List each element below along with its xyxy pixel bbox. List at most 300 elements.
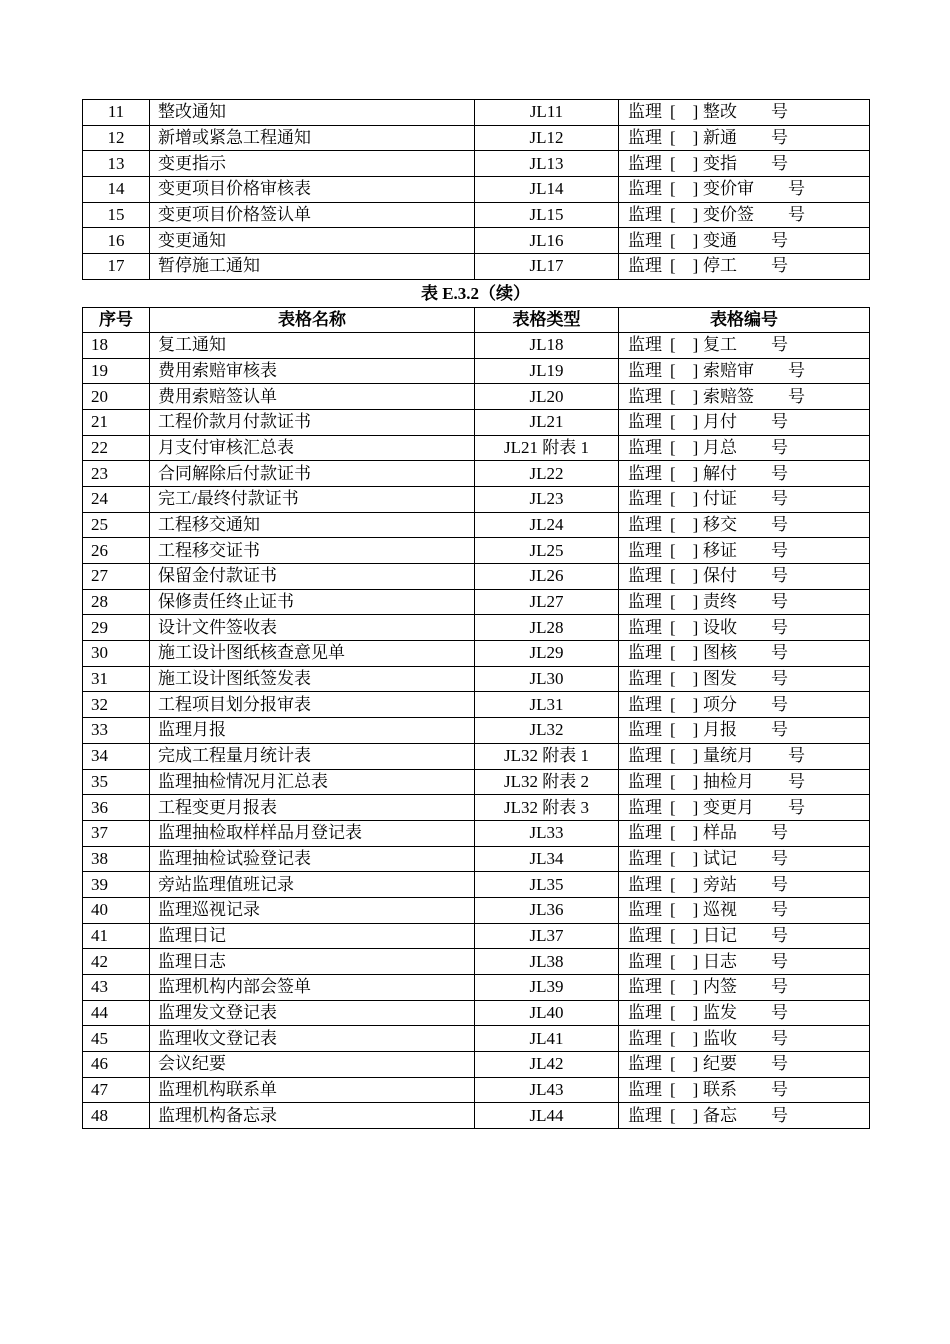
cell-form-type: JL24	[475, 512, 619, 538]
code-abbr: 移证	[703, 540, 737, 560]
code-abbr: 日志	[703, 951, 737, 971]
table-row	[83, 409, 870, 435]
code-abbr: 变价签	[703, 205, 754, 225]
cell-form-type: JL26	[475, 564, 619, 590]
code-abbr: 付证	[703, 489, 737, 509]
table-row	[83, 666, 870, 692]
cell-form-type: JL11	[475, 100, 619, 126]
code-prefix: 监理	[628, 386, 662, 406]
table-row	[83, 202, 870, 228]
code-suffix: 号	[771, 643, 788, 663]
cell-form-name: 费用索赔签认单	[150, 384, 475, 410]
code-prefix: 监理	[628, 412, 662, 432]
header-form-name: 表格名称	[150, 307, 475, 332]
cell-form-code	[619, 461, 870, 487]
table-row	[83, 564, 870, 590]
cell-form-code	[619, 512, 870, 538]
cell-serial-no: 17	[83, 254, 150, 280]
form-list-table-continued	[82, 99, 870, 280]
code-suffix: 号	[771, 230, 788, 250]
code-bracket: [ ]	[670, 977, 699, 997]
cell-serial-no: 38	[83, 846, 150, 872]
code-prefix: 监理	[628, 230, 662, 250]
table-row	[83, 795, 870, 821]
code-prefix: 监理	[628, 797, 662, 817]
code-abbr: 变价审	[703, 179, 754, 199]
cell-form-name: 监理日志	[150, 949, 475, 975]
cell-form-name: 完成工程量月统计表	[150, 743, 475, 769]
table-row	[83, 641, 870, 667]
code-abbr: 内签	[703, 977, 737, 997]
cell-form-type: JL42	[475, 1052, 619, 1078]
code-bracket: [ ]	[670, 230, 699, 250]
cell-form-name: 设计文件签收表	[150, 615, 475, 641]
cell-serial-no: 26	[83, 538, 150, 564]
cell-serial-no: 35	[83, 769, 150, 795]
cell-form-type: JL18	[475, 332, 619, 358]
code-suffix: 号	[771, 489, 788, 509]
code-suffix: 号	[771, 1080, 788, 1100]
code-bracket: [ ]	[670, 256, 699, 276]
code-bracket: [ ]	[670, 1028, 699, 1048]
cell-form-code	[619, 1077, 870, 1103]
cell-form-code	[619, 151, 870, 177]
table-row	[83, 1052, 870, 1078]
code-suffix: 号	[771, 1054, 788, 1074]
code-suffix: 号	[788, 771, 805, 791]
cell-form-type: JL22	[475, 461, 619, 487]
code-abbr: 责终	[703, 592, 737, 612]
cell-serial-no: 32	[83, 692, 150, 718]
cell-form-name: 监理日记	[150, 923, 475, 949]
table-row	[83, 538, 870, 564]
code-prefix: 监理	[628, 669, 662, 689]
table-row	[83, 228, 870, 254]
cell-form-name: 暂停施工通知	[150, 254, 475, 280]
cell-serial-no: 47	[83, 1077, 150, 1103]
code-suffix: 号	[771, 412, 788, 432]
table-row	[83, 461, 870, 487]
code-bracket: [ ]	[670, 514, 699, 534]
cell-serial-no: 20	[83, 384, 150, 410]
code-bracket: [ ]	[670, 437, 699, 457]
code-suffix: 号	[788, 205, 805, 225]
cell-form-code	[619, 332, 870, 358]
code-bracket: [ ]	[670, 617, 699, 637]
cell-serial-no: 15	[83, 202, 150, 228]
cell-form-type: JL40	[475, 1000, 619, 1026]
cell-form-type: JL15	[475, 202, 619, 228]
code-suffix: 号	[788, 386, 805, 406]
code-prefix: 监理	[628, 360, 662, 380]
code-abbr: 项分	[703, 694, 737, 714]
table-row	[83, 975, 870, 1001]
cell-form-type: JL19	[475, 358, 619, 384]
code-abbr: 复工	[703, 335, 737, 355]
cell-serial-no: 37	[83, 820, 150, 846]
cell-form-name: 工程移交通知	[150, 512, 475, 538]
code-abbr: 解付	[703, 463, 737, 483]
table-row	[83, 486, 870, 512]
code-abbr: 停工	[703, 256, 737, 276]
cell-serial-no: 31	[83, 666, 150, 692]
cell-form-type: JL16	[475, 228, 619, 254]
table-row	[83, 384, 870, 410]
cell-serial-no: 33	[83, 718, 150, 744]
cell-form-code	[619, 718, 870, 744]
cell-form-code	[619, 435, 870, 461]
cell-serial-no: 24	[83, 486, 150, 512]
code-abbr: 变更月	[703, 797, 754, 817]
code-prefix: 监理	[628, 566, 662, 586]
code-bracket: [ ]	[670, 153, 699, 173]
code-abbr: 设收	[703, 617, 737, 637]
cell-form-code	[619, 486, 870, 512]
cell-form-name: 月支付审核汇总表	[150, 435, 475, 461]
cell-serial-no: 30	[83, 641, 150, 667]
cell-form-code	[619, 820, 870, 846]
header-form-type: 表格类型	[475, 307, 619, 332]
cell-form-code	[619, 666, 870, 692]
cell-form-code	[619, 769, 870, 795]
code-prefix: 监理	[628, 463, 662, 483]
code-suffix: 号	[771, 514, 788, 534]
code-bracket: [ ]	[670, 925, 699, 945]
code-bracket: [ ]	[670, 848, 699, 868]
code-bracket: [ ]	[670, 128, 699, 148]
code-abbr: 整改	[703, 102, 737, 122]
code-prefix: 监理	[628, 951, 662, 971]
table-row	[83, 615, 870, 641]
table-body-main	[83, 332, 870, 1128]
cell-form-code	[619, 358, 870, 384]
code-suffix: 号	[771, 437, 788, 457]
cell-form-name: 施工设计图纸核查意见单	[150, 641, 475, 667]
code-prefix: 监理	[628, 489, 662, 509]
code-suffix: 号	[771, 874, 788, 894]
code-bracket: [ ]	[670, 823, 699, 843]
code-prefix: 监理	[628, 771, 662, 791]
code-bracket: [ ]	[670, 360, 699, 380]
code-prefix: 监理	[628, 643, 662, 663]
cell-form-name: 监理机构联系单	[150, 1077, 475, 1103]
cell-serial-no: 36	[83, 795, 150, 821]
code-abbr: 月总	[703, 437, 737, 457]
cell-form-name: 监理巡视记录	[150, 897, 475, 923]
cell-form-name: 工程价款月付款证书	[150, 409, 475, 435]
code-abbr: 抽检月	[703, 771, 754, 791]
cell-form-type: JL21	[475, 409, 619, 435]
code-suffix: 号	[788, 360, 805, 380]
cell-form-code	[619, 949, 870, 975]
cell-form-code	[619, 1052, 870, 1078]
cell-form-type: JL36	[475, 897, 619, 923]
code-suffix: 号	[771, 1028, 788, 1048]
cell-serial-no: 16	[83, 228, 150, 254]
cell-form-type: JL32	[475, 718, 619, 744]
code-abbr: 变通	[703, 230, 737, 250]
cell-form-type: JL39	[475, 975, 619, 1001]
code-bracket: [ ]	[670, 335, 699, 355]
cell-serial-no: 29	[83, 615, 150, 641]
table-row	[83, 332, 870, 358]
code-suffix: 号	[771, 951, 788, 971]
cell-form-code	[619, 384, 870, 410]
code-abbr: 新通	[703, 128, 737, 148]
cell-form-type: JL34	[475, 846, 619, 872]
cell-form-type: JL17	[475, 254, 619, 280]
cell-form-type: JL25	[475, 538, 619, 564]
table-row	[83, 923, 870, 949]
cell-form-type: JL35	[475, 872, 619, 898]
cell-serial-no: 22	[83, 435, 150, 461]
cell-form-code	[619, 177, 870, 203]
code-suffix: 号	[771, 463, 788, 483]
cell-serial-no: 19	[83, 358, 150, 384]
code-prefix: 监理	[628, 1054, 662, 1074]
code-bracket: [ ]	[670, 1080, 699, 1100]
cell-form-type: JL32 附表 1	[475, 743, 619, 769]
cell-form-name: 监理发文登记表	[150, 1000, 475, 1026]
cell-form-type: JL37	[475, 923, 619, 949]
code-suffix: 号	[771, 153, 788, 173]
cell-serial-no: 39	[83, 872, 150, 898]
cell-form-type: JL31	[475, 692, 619, 718]
table-row	[83, 1103, 870, 1129]
code-prefix: 监理	[628, 540, 662, 560]
code-suffix: 号	[771, 669, 788, 689]
cell-serial-no: 41	[83, 923, 150, 949]
cell-form-type: JL38	[475, 949, 619, 975]
cell-serial-no: 21	[83, 409, 150, 435]
table-row	[83, 743, 870, 769]
cell-form-name: 监理抽检试验登记表	[150, 846, 475, 872]
cell-form-type: JL41	[475, 1026, 619, 1052]
table-row	[83, 151, 870, 177]
code-bracket: [ ]	[670, 951, 699, 971]
code-bracket: [ ]	[670, 900, 699, 920]
code-suffix: 号	[788, 797, 805, 817]
code-abbr: 备忘	[703, 1105, 737, 1125]
cell-form-code	[619, 692, 870, 718]
table-row	[83, 254, 870, 280]
cell-form-code	[619, 615, 870, 641]
table-row	[83, 949, 870, 975]
cell-serial-no: 42	[83, 949, 150, 975]
code-prefix: 监理	[628, 514, 662, 534]
cell-form-name: 合同解除后付款证书	[150, 461, 475, 487]
code-bracket: [ ]	[670, 102, 699, 122]
code-suffix: 号	[771, 848, 788, 868]
code-suffix: 号	[771, 540, 788, 560]
cell-form-type: JL32 附表 3	[475, 795, 619, 821]
table-row	[83, 692, 870, 718]
code-suffix: 号	[771, 1003, 788, 1023]
code-bracket: [ ]	[670, 463, 699, 483]
code-suffix: 号	[771, 256, 788, 276]
cell-form-code	[619, 743, 870, 769]
cell-serial-no: 23	[83, 461, 150, 487]
code-abbr: 巡视	[703, 900, 737, 920]
code-abbr: 日记	[703, 925, 737, 945]
code-bracket: [ ]	[670, 643, 699, 663]
cell-form-name: 工程移交证书	[150, 538, 475, 564]
cell-form-name: 旁站监理值班记录	[150, 872, 475, 898]
code-prefix: 监理	[628, 925, 662, 945]
cell-form-code	[619, 538, 870, 564]
cell-form-name: 监理机构内部会签单	[150, 975, 475, 1001]
cell-serial-no: 13	[83, 151, 150, 177]
code-suffix: 号	[771, 566, 788, 586]
code-prefix: 监理	[628, 1105, 662, 1125]
cell-form-type: JL29	[475, 641, 619, 667]
code-bracket: [ ]	[670, 205, 699, 225]
cell-form-code	[619, 100, 870, 126]
table-row	[83, 512, 870, 538]
code-bracket: [ ]	[670, 566, 699, 586]
code-suffix: 号	[771, 925, 788, 945]
cell-form-code	[619, 1026, 870, 1052]
code-prefix: 监理	[628, 592, 662, 612]
code-prefix: 监理	[628, 205, 662, 225]
table-row	[83, 177, 870, 203]
code-suffix: 号	[771, 694, 788, 714]
cell-form-name: 新增或紧急工程通知	[150, 125, 475, 151]
code-prefix: 监理	[628, 153, 662, 173]
code-prefix: 监理	[628, 102, 662, 122]
cell-serial-no: 28	[83, 589, 150, 615]
cell-form-name: 完工/最终付款证书	[150, 486, 475, 512]
code-prefix: 监理	[628, 256, 662, 276]
code-prefix: 监理	[628, 128, 662, 148]
code-abbr: 试记	[703, 848, 737, 868]
cell-form-code	[619, 897, 870, 923]
cell-serial-no: 46	[83, 1052, 150, 1078]
cell-form-code	[619, 564, 870, 590]
table-caption: 表 E.3.2（续）	[420, 283, 531, 303]
code-bracket: [ ]	[670, 592, 699, 612]
cell-form-type: JL12	[475, 125, 619, 151]
code-bracket: [ ]	[670, 669, 699, 689]
code-suffix: 号	[788, 746, 805, 766]
cell-form-name: 变更通知	[150, 228, 475, 254]
cell-form-code	[619, 202, 870, 228]
code-abbr: 保付	[703, 566, 737, 586]
cell-form-type: JL20	[475, 384, 619, 410]
code-bracket: [ ]	[670, 1054, 699, 1074]
table-row	[83, 1000, 870, 1026]
cell-form-name: 会议纪要	[150, 1052, 475, 1078]
code-bracket: [ ]	[670, 694, 699, 714]
code-suffix: 号	[771, 823, 788, 843]
code-prefix: 监理	[628, 746, 662, 766]
table-row	[83, 1026, 870, 1052]
cell-form-code	[619, 589, 870, 615]
cell-form-name: 监理机构备忘录	[150, 1103, 475, 1129]
table-row	[83, 589, 870, 615]
cell-form-type: JL30	[475, 666, 619, 692]
code-suffix: 号	[771, 900, 788, 920]
header-form-code: 表格编号	[619, 307, 870, 332]
code-prefix: 监理	[628, 848, 662, 868]
code-suffix: 号	[771, 977, 788, 997]
table-row	[83, 872, 870, 898]
cell-form-name: 工程项目划分报审表	[150, 692, 475, 718]
cell-form-name: 保修责任终止证书	[150, 589, 475, 615]
code-prefix: 监理	[628, 179, 662, 199]
code-suffix: 号	[771, 128, 788, 148]
code-suffix: 号	[771, 102, 788, 122]
cell-serial-no: 11	[83, 100, 150, 126]
code-abbr: 旁站	[703, 874, 737, 894]
code-abbr: 索赔签	[703, 386, 754, 406]
code-prefix: 监理	[628, 874, 662, 894]
cell-form-name: 变更指示	[150, 151, 475, 177]
cell-form-type: JL28	[475, 615, 619, 641]
code-bracket: [ ]	[670, 797, 699, 817]
cell-form-name: 施工设计图纸签发表	[150, 666, 475, 692]
code-abbr: 移交	[703, 514, 737, 534]
cell-form-code	[619, 254, 870, 280]
code-prefix: 监理	[628, 617, 662, 637]
table-row	[83, 769, 870, 795]
table-row	[83, 718, 870, 744]
code-bracket: [ ]	[670, 179, 699, 199]
cell-form-code	[619, 872, 870, 898]
cell-form-type: JL14	[475, 177, 619, 203]
code-prefix: 监理	[628, 977, 662, 997]
cell-form-name: 工程变更月报表	[150, 795, 475, 821]
code-suffix: 号	[771, 720, 788, 740]
code-abbr: 月报	[703, 720, 737, 740]
cell-form-code	[619, 641, 870, 667]
table-row	[83, 846, 870, 872]
document-page	[82, 99, 869, 1129]
cell-form-type: JL23	[475, 486, 619, 512]
cell-form-name: 整改通知	[150, 100, 475, 126]
code-prefix: 监理	[628, 720, 662, 740]
code-abbr: 监收	[703, 1028, 737, 1048]
cell-form-name: 费用索赔审核表	[150, 358, 475, 384]
code-bracket: [ ]	[670, 720, 699, 740]
cell-form-code	[619, 125, 870, 151]
cell-form-name: 监理月报	[150, 718, 475, 744]
code-suffix: 号	[771, 1105, 788, 1125]
code-suffix: 号	[771, 335, 788, 355]
cell-serial-no: 34	[83, 743, 150, 769]
code-prefix: 监理	[628, 1080, 662, 1100]
table-row	[83, 100, 870, 126]
cell-serial-no: 45	[83, 1026, 150, 1052]
code-prefix: 监理	[628, 335, 662, 355]
table-row	[83, 435, 870, 461]
cell-form-name: 变更项目价格审核表	[150, 177, 475, 203]
code-suffix: 号	[771, 617, 788, 637]
code-bracket: [ ]	[670, 386, 699, 406]
code-prefix: 监理	[628, 437, 662, 457]
cell-form-name: 保留金付款证书	[150, 564, 475, 590]
table-header-row	[83, 307, 870, 332]
code-abbr: 月付	[703, 412, 737, 432]
code-prefix: 监理	[628, 900, 662, 920]
cell-form-name: 监理抽检取样样品月登记表	[150, 820, 475, 846]
cell-form-type: JL13	[475, 151, 619, 177]
code-abbr: 联系	[703, 1080, 737, 1100]
cell-form-name: 变更项目价格签认单	[150, 202, 475, 228]
cell-form-code	[619, 409, 870, 435]
table-row	[83, 125, 870, 151]
cell-form-code	[619, 795, 870, 821]
